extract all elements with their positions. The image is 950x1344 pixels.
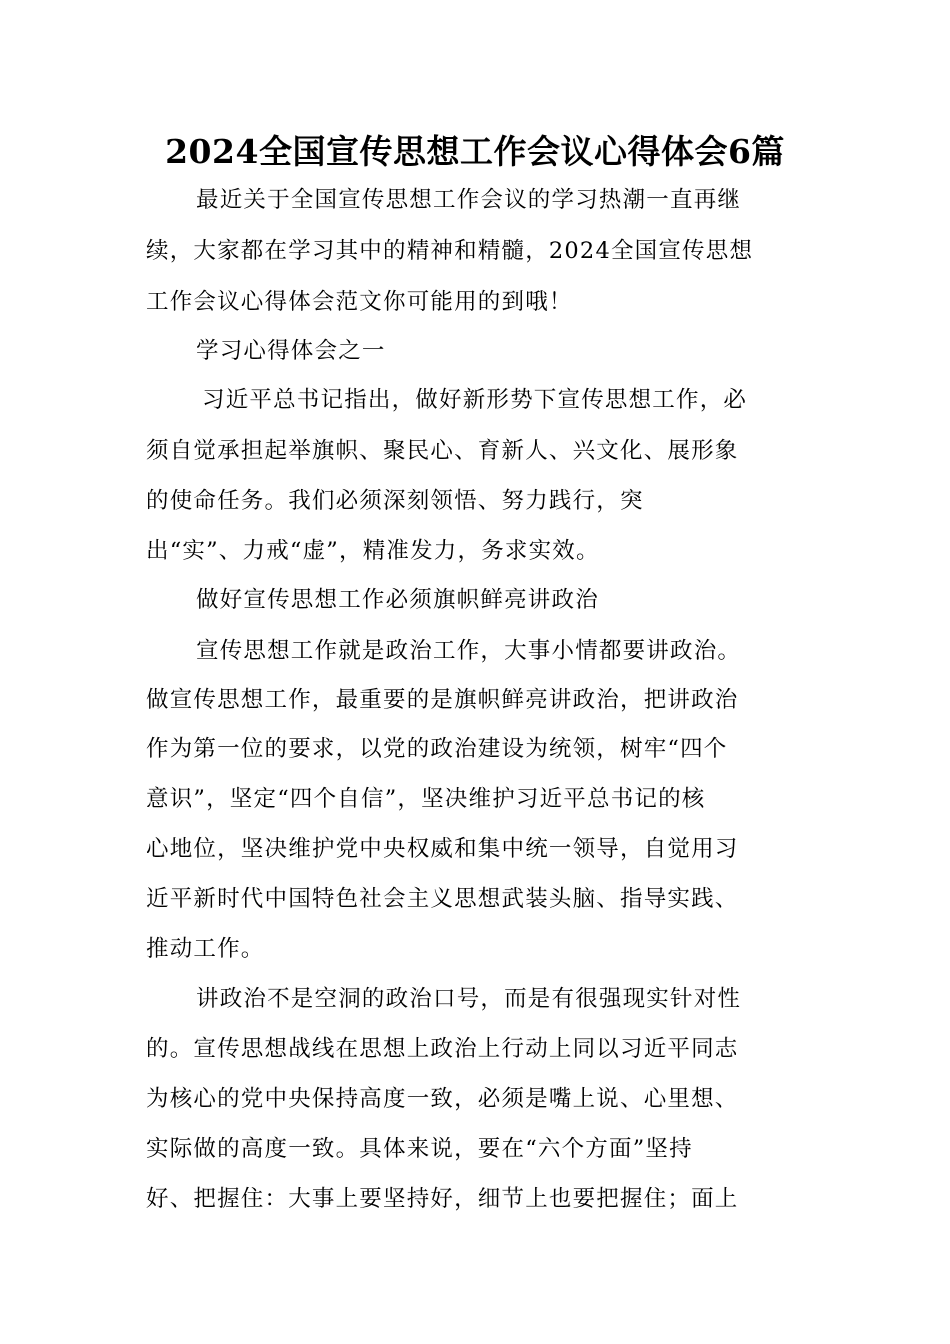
document-title: 2024全国宣传思想工作会议心得体会6篇 xyxy=(165,132,785,171)
paragraph-line: 心地位，坚决维护党中央权威和集中统一领导，自觉用习 xyxy=(146,836,739,862)
paragraph-line: 习近平总书记指出，做好新形势下宣传思想工作，必 xyxy=(202,387,748,413)
paragraph-line: 须自觉承担起举旗帜、聚民心、育新人、兴文化、展形象 xyxy=(146,438,739,464)
paragraph-line: 做宣传思想工作，最重要的是旗帜鲜亮讲政治，把讲政治 xyxy=(146,687,739,713)
paragraph-line: 的。宣传思想战线在思想上政治上行动上同以习近平同志 xyxy=(146,1036,739,1062)
paragraph-line: 近平新时代中国特色社会主义思想武装头脑、指导实践、 xyxy=(146,886,739,912)
section-heading: 学习心得体会之一 xyxy=(196,338,386,364)
paragraph-line: 意识”，坚定“四个自信”，坚决维护习近平总书记的核 xyxy=(146,786,706,812)
paragraph-line: 为核心的党中央保持高度一致，必须是嘴上说、心里想、 xyxy=(146,1086,739,1112)
paragraph-line: 的使命任务。我们必须深刻领悟、努力践行，突 xyxy=(146,488,644,514)
paragraph-line: 工作会议心得体会范文你可能用的到哦！ xyxy=(146,289,573,315)
paragraph-line: 好、把握住：大事上要坚持好，细节上也要把握住；面上 xyxy=(146,1186,739,1212)
paragraph-line: 实际做的高度一致。具体来说，要在“六个方面”坚持 xyxy=(146,1136,693,1162)
paragraph-line: 作为第一位的要求，以党的政治建设为统领，树牢“四个 xyxy=(146,736,728,762)
paragraph-line: 推动工作。 xyxy=(146,936,265,962)
paragraph-line: 最近关于全国宣传思想工作会议的学习热潮一直再继 xyxy=(196,187,742,213)
paragraph-line: 出“实”、力戒“虚”，精准发力，务求实效。 xyxy=(146,538,600,564)
paragraph-line: 讲政治不是空洞的政治口号，而是有很强现实针对性 xyxy=(196,986,742,1012)
section-heading: 做好宣传思想工作必须旗帜鲜亮讲政治 xyxy=(196,587,599,613)
paragraph-line: 续，大家都在学习其中的精神和精髓，2024全国宣传思想 xyxy=(146,238,754,264)
paragraph-line: 宣传思想工作就是政治工作，大事小情都要讲政治。 xyxy=(196,638,742,664)
